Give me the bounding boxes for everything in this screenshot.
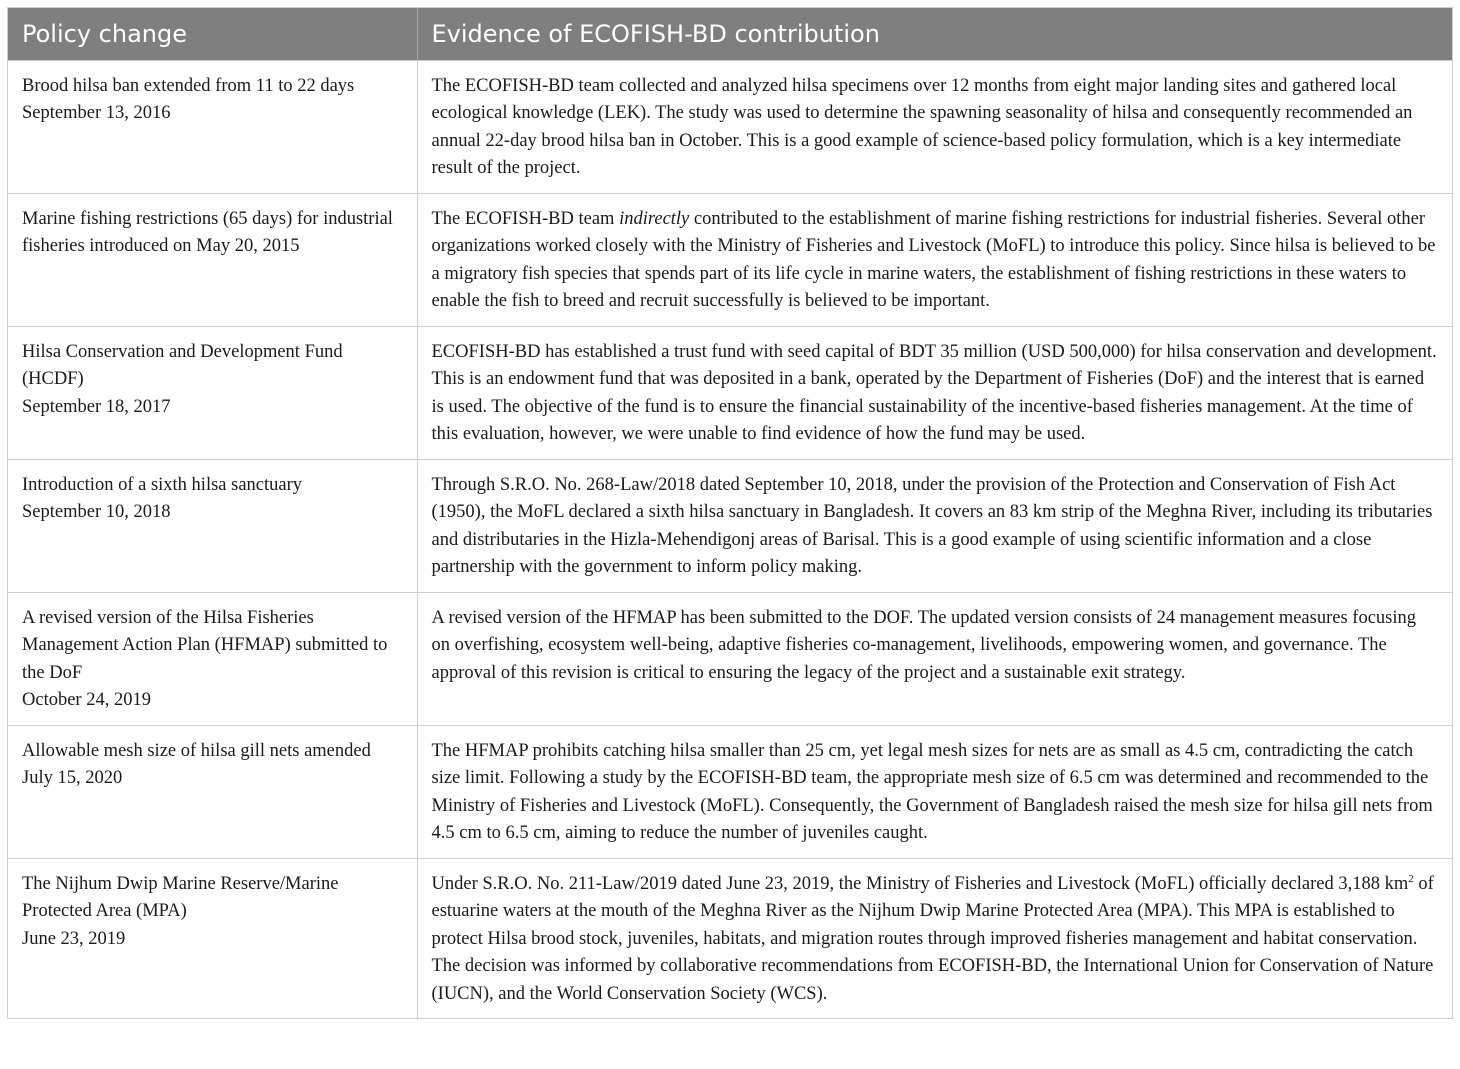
policy-cell — [8, 193, 417, 326]
policy-date: June 23, 2019 — [22, 928, 126, 949]
header-policy-change: Policy change — [8, 8, 417, 60]
table-row — [8, 193, 1452, 326]
evidence-cell: ECOFISH-BD has established a trust fund with seed capital of BDT 35 million (USD 500,000) for hilsa conservation and development. This is an endowment fund that was deposited in a bank, operated by the Department of Fisheries (DoF) and the interest that is earned is used. The objective of the fund is to ensure the financial sustainability of the incentive-based fisheries management. At the time of this evaluation, however, we were unable to find evidence of how the fund may be used. — [417, 326, 1452, 459]
policy-cell — [8, 459, 417, 592]
evidence-cell — [417, 858, 1452, 1018]
evidence-cell: A revised version of the HFMAP has been submitted to the DOF. The updated version consists of 24 management measures focusing on overfishing, ecosystem well-being, adaptive fisheries co-management, livelihoods, empowering women, and governance. The approval of this revision is critical to ensuring the legacy of the project and a sustainable exit strategy. — [417, 592, 1452, 725]
policy-title: Brood hilsa ban extended from 11 to 22 days — [22, 75, 355, 96]
evidence-cell: The HFMAP prohibits catching hilsa smaller than 25 cm, yet legal mesh sizes for nets are as small as 4.5 cm, contradicting the catch size limit. Following a study by the ECOFISH-BD team, the appropriate mesh size of 6.5 cm was determined and recommended to the Ministry of Fisheries and Livestock (MoFL). Consequently, the Government of Bangladesh raised the mesh size for hilsa gill nets from 4.5 cm to 6.5 cm, aiming to reduce the number of juveniles caught. — [417, 725, 1452, 858]
evidence-cell — [417, 193, 1452, 326]
policy-title: Hilsa Conservation and Development Fund (HCDF) — [22, 341, 343, 389]
policy-title: Introduction of a sixth hilsa sanctuary — [22, 474, 303, 495]
policy-cell — [8, 592, 417, 725]
superscript: 2 — [1408, 872, 1414, 885]
policy-table — [8, 8, 1452, 1018]
policy-date: September 18, 2017 — [22, 396, 171, 417]
policy-date: October 24, 2019 — [22, 690, 151, 710]
evidence-emphasis: indirectly — [619, 208, 690, 229]
table-row — [8, 858, 1452, 1018]
evidence-cell: Through S.R.O. No. 268-Law/2018 dated September 10, 2018, under the provision of the Protection and Conservation of Fish Act (1950), the MoFL declared a sixth hilsa sanctuary in Bangladesh. It covers an 83 km strip of the Meghna River, including its tributaries and distributaries in the Hizla-Mehendigonj areas of Barisal. This is a good example of using scientific information and a close partnership with the government to inform policy making. — [417, 459, 1452, 592]
evidence-text: of estuarine waters at the mouth of the Meghna River as the Nijhum Dwip Marine Protected Area (MPA). This MPA is established to protect Hilsa brood stock, juveniles, habitats, and migration routes through improved fisheries management and habitat conservation. The decision was informed by collaborative recommendations from ECOFISH-BD, the International Union for Conservation of Nature (IUCN), and the World Conservation Society (WCS). — [431, 873, 1434, 1004]
table-row — [8, 60, 1452, 193]
policy-cell — [8, 326, 417, 459]
table-row — [8, 592, 1452, 725]
table-row — [8, 326, 1452, 459]
evidence-text: Under S.R.O. No. 211-Law/2019 dated June 23, 2019, the Ministry of Fisheries and Livestock (MoFL) officially declared 3,188 km — [431, 873, 1409, 894]
header-evidence: Evidence of ECOFISH-BD contribution — [417, 8, 1452, 60]
policy-table-container — [7, 7, 1453, 1019]
policy-cell — [8, 725, 417, 858]
policy-cell — [8, 858, 417, 1018]
evidence-cell: The ECOFISH-BD team collected and analyzed hilsa specimens over 12 months from eight major landing sites and gathered local ecological knowledge (LEK). The study was used to determine the spawning seasonality of hilsa and consequently recommended an annual 22-day brood hilsa ban in October. This is a good example of science-based policy formulation, which is a key intermediate result of the project. — [417, 60, 1452, 193]
policy-date: July 15, 2020 — [22, 768, 123, 788]
table-row — [8, 459, 1452, 592]
table-header-row — [8, 8, 1452, 60]
policy-title: Marine fishing restrictions (65 days) for industrial fisheries introduced on May 20, 2015 — [22, 208, 393, 256]
policy-title: The Nijhum Dwip Marine Reserve/Marine Protected Area (MPA) — [22, 873, 339, 921]
evidence-text: contributed to the establishment of marine fishing restrictions for industrial fisheries. Several other organizations worked closely with the Ministry of Fisheries and Livestock (MoFL) to introduce this policy. Since hilsa is believed to be a migratory fish species that spends part of its life cycle in marine waters, the establishment of fishing restrictions in these waters to enable the fish to breed and recruit successfully is believed to be important. — [431, 208, 1436, 311]
table-row — [8, 725, 1452, 858]
policy-date: September 10, 2018 — [22, 502, 171, 522]
policy-title: A revised version of the Hilsa Fisheries Management Action Plan (HFMAP) submitted to the DoF — [22, 607, 388, 683]
policy-title: Allowable mesh size of hilsa gill nets amended — [22, 740, 371, 761]
policy-date: September 13, 2016 — [22, 103, 171, 123]
policy-cell — [8, 60, 417, 193]
evidence-text: The ECOFISH-BD team — [431, 208, 620, 229]
